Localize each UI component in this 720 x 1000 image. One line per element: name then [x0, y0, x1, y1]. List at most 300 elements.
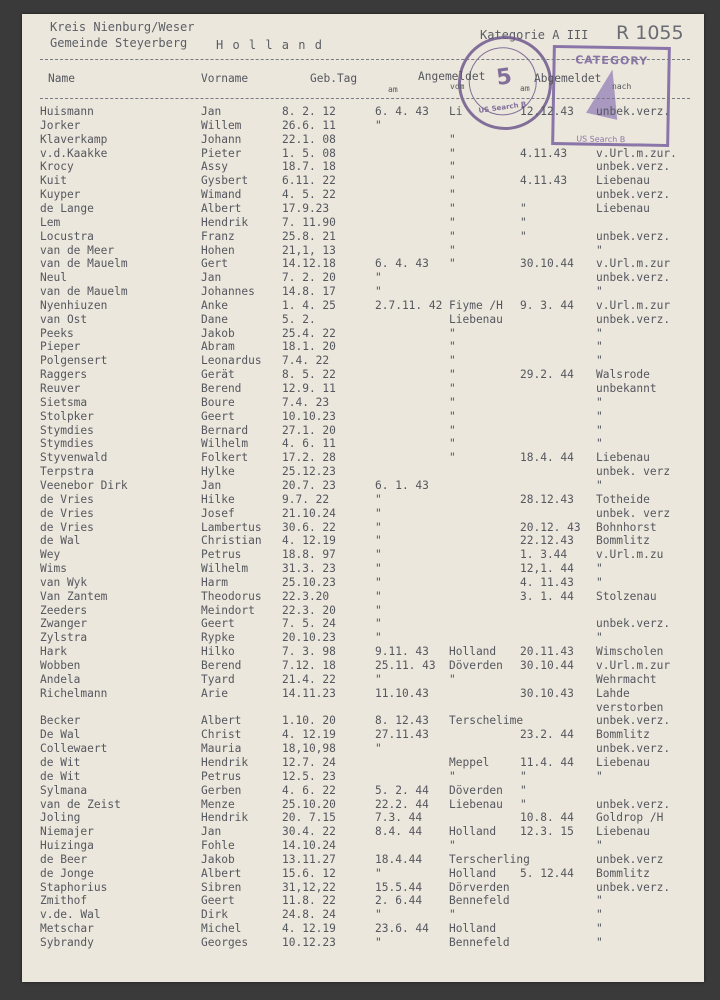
departed-date-cell: 11.4. 44 — [520, 755, 574, 769]
departed-date-cell: 28.12.43 — [520, 492, 574, 506]
birth-date-cell: 6.11. 22 — [282, 174, 336, 188]
destination-cell: " — [596, 395, 603, 409]
departed-date-cell: 18.4. 44 — [520, 451, 574, 465]
table-row — [22, 313, 704, 326]
arrived-from-cell: Fiyme /H — [449, 298, 503, 312]
departed-date-cell: 1. 3.44 — [520, 548, 568, 562]
name-cell: van de Zeist — [40, 797, 121, 811]
table-row — [22, 576, 704, 589]
name-cell: de Jonge — [40, 866, 94, 880]
birth-date-cell: 11.8. 22 — [282, 894, 336, 908]
first-name-cell: Geert — [201, 617, 235, 631]
departed-date-cell: 12.3. 15 — [520, 825, 574, 839]
arrived-from-cell: " — [449, 132, 456, 146]
destination-cell: " — [596, 936, 603, 949]
table-row — [22, 534, 704, 547]
table-row — [22, 465, 704, 478]
arrived-from-cell: " — [449, 409, 456, 423]
arrived-date-cell: " — [375, 936, 382, 949]
arrived-from-cell: " — [449, 437, 456, 451]
arrived-date-cell: 5. 2. 44 — [375, 783, 429, 797]
departed-date-cell: 12.12.43 — [520, 105, 574, 118]
first-name-cell: Gerät — [201, 368, 235, 382]
destination-cell: Goldrop /H — [596, 811, 664, 825]
destination-cell: Wimscholen — [596, 645, 664, 659]
birth-date-cell: 4. 6. 11 — [282, 437, 336, 451]
name-cell: Zwanger — [40, 617, 88, 631]
destination-cell: Bommlitz — [596, 534, 650, 548]
departed-date-cell: 4.11.43 — [520, 174, 568, 188]
table-row — [22, 244, 704, 257]
table-row — [22, 521, 704, 534]
name-cell: van Wyk — [40, 575, 88, 589]
birth-date-cell: 4. 6. 22 — [282, 783, 336, 797]
name-cell: Pieper — [40, 340, 81, 354]
first-name-cell: Geert — [201, 409, 235, 423]
arrived-date-cell: 6. 4. 43 — [375, 257, 429, 271]
first-name-cell: Boure — [201, 395, 235, 409]
birth-date-cell: 17.2. 28 — [282, 451, 336, 465]
arrived-from-cell: " — [449, 201, 456, 215]
name-cell: Huizinga — [40, 839, 94, 853]
birth-date-cell: 5. 2. — [282, 312, 316, 326]
birth-date-cell: 20. 7.15 — [282, 811, 336, 825]
first-name-cell: Josef — [201, 506, 235, 520]
first-name-cell: Lambertus — [201, 520, 262, 534]
departed-date-cell: 22.12.43 — [520, 534, 574, 548]
reference-number: R 1055 — [616, 22, 684, 44]
first-name-cell: Wimand — [201, 188, 242, 202]
first-name-cell: Dirk — [201, 908, 228, 922]
table-row — [22, 936, 704, 949]
departed-date-cell: 20.11.43 — [520, 645, 574, 659]
birth-date-cell: 14.8. 17 — [282, 285, 336, 299]
table-row — [22, 894, 704, 907]
name-cell: van de Mauelm — [40, 257, 128, 271]
first-name-cell: Albert — [201, 714, 242, 728]
arrived-date-cell: 27.11.43 — [375, 728, 429, 742]
first-name-cell: Arie — [201, 686, 228, 700]
departed-date-cell: 10.8. 44 — [520, 811, 574, 825]
table-row — [22, 867, 704, 880]
name-cell: Veenebor Dirk — [40, 478, 128, 492]
arrived-from-cell: Bennefeld — [449, 936, 510, 949]
table-row — [22, 437, 704, 450]
table-row — [22, 687, 704, 700]
departed-date-cell: 20.12. 43 — [520, 520, 581, 534]
destination-cell: " — [596, 423, 603, 437]
column-arrived-from: vom — [450, 82, 465, 91]
first-name-cell: Jan — [201, 478, 222, 492]
first-name-cell: Jakob — [201, 326, 235, 340]
birth-date-cell: 18.7. 18 — [282, 160, 336, 174]
destination-cell: " — [596, 326, 603, 340]
name-cell: Zmithof — [40, 894, 88, 908]
name-cell: Nyenhiuzen — [40, 298, 108, 312]
arrived-from-cell: " — [449, 839, 456, 853]
first-name-cell: Gysbert — [201, 174, 249, 188]
destination-cell: verstorben — [596, 700, 664, 714]
destination-cell: Lahde — [596, 686, 630, 700]
table-row — [22, 631, 704, 644]
birth-date-cell: 14.11.23 — [282, 686, 336, 700]
first-name-cell: Hendrik — [201, 755, 249, 769]
birth-date-cell: 30.6. 22 — [282, 520, 336, 534]
birth-date-cell: 14.10.24 — [282, 839, 336, 853]
first-name-cell: Georges — [201, 936, 249, 949]
arrived-date-cell: " — [375, 742, 382, 756]
first-name-cell: Gerben — [201, 783, 242, 797]
arrived-date-cell: " — [375, 672, 382, 686]
destination-cell: Walsrode — [596, 368, 650, 382]
table-row — [22, 271, 704, 284]
first-name-cell: Anke — [201, 298, 228, 312]
birth-date-cell: 12.7. 24 — [282, 755, 336, 769]
arrived-date-cell: 9.11. 43 — [375, 645, 429, 659]
arrived-from-cell: " — [449, 395, 456, 409]
arrived-from-cell: Meppel — [449, 755, 490, 769]
arrived-from-cell: Dörverden — [449, 880, 510, 894]
destination-cell: v.Url.m.zu — [596, 548, 664, 562]
arrived-from-cell: Döverden — [449, 659, 503, 672]
destination-cell: Liebenau — [596, 755, 650, 769]
category-stamp-title: CATEGORY — [575, 53, 649, 68]
country-label: H o l l a n d — [216, 38, 323, 52]
birth-date-cell: 1. 4. 25 — [282, 298, 336, 312]
birth-date-cell: 7. 5. 24 — [282, 617, 336, 631]
name-cell: van Ost — [40, 312, 88, 326]
birth-date-cell: 26.6. 11 — [282, 118, 336, 132]
destination-cell: Wehrmacht — [596, 672, 657, 686]
departed-date-cell: 29.2. 44 — [520, 368, 574, 382]
birth-date-cell: 4. 5. 22 — [282, 188, 336, 202]
first-name-cell: Mauria — [201, 742, 242, 756]
name-cell: Lem — [40, 215, 61, 229]
departed-date-cell: " — [520, 229, 527, 243]
departed-date-cell: 4.11.43 — [520, 146, 568, 160]
first-name-cell: Johannes — [201, 285, 255, 299]
table-row — [22, 811, 704, 824]
destination-cell: unbek.verz. — [596, 797, 671, 811]
table-row — [22, 327, 704, 340]
first-name-cell: Folkert — [201, 451, 249, 465]
destination-cell: " — [596, 562, 603, 576]
table-row — [22, 756, 704, 769]
first-name-cell: Petrus — [201, 769, 242, 783]
destination-cell: Liebenau — [596, 825, 650, 839]
round-stamp-text: US Search B — [478, 100, 527, 115]
column-birth-header: Geb.Tag — [310, 72, 358, 85]
birth-date-cell: 20.10.23 — [282, 631, 336, 645]
table-row — [22, 424, 704, 437]
name-cell: v.d.Kaakke — [40, 146, 108, 160]
first-name-cell: Jan — [201, 105, 222, 118]
arrived-date-cell: " — [375, 118, 382, 132]
arrived-date-cell: 6. 1. 43 — [375, 478, 429, 492]
arrived-date-cell: " — [375, 589, 382, 603]
table-row — [22, 881, 704, 894]
birth-date-cell: 25.10.20 — [282, 797, 336, 811]
name-cell: Locustra — [40, 229, 94, 243]
birth-date-cell: 22.3.20 — [282, 589, 330, 603]
first-name-cell: Gert — [201, 257, 228, 271]
first-name-cell: Johann — [201, 132, 242, 146]
first-name-cell: Hendrik — [201, 215, 249, 229]
arrived-from-cell: Terscherling — [449, 852, 530, 866]
table-row — [22, 562, 704, 575]
birth-date-cell: 22.3. 20 — [282, 603, 336, 617]
header-rule-bottom — [40, 98, 690, 99]
destination-cell: Bohnhorst — [596, 520, 657, 534]
destination-cell: Bommlitz — [596, 866, 650, 880]
name-cell: Wims — [40, 562, 67, 576]
destination-cell: unbek.verz. — [596, 880, 671, 894]
birth-date-cell: 30.4. 22 — [282, 825, 336, 839]
table-row — [22, 798, 704, 811]
table-row — [22, 728, 704, 741]
destination-cell: unbek.verz. — [596, 160, 671, 174]
table-row — [22, 202, 704, 215]
first-name-cell: Fohle — [201, 839, 235, 853]
table-row — [22, 257, 704, 270]
first-name-cell: Assy — [201, 160, 228, 174]
first-name-cell: Sibren — [201, 880, 242, 894]
destination-cell: Bommlitz — [596, 728, 650, 742]
destination-cell: Liebenau — [596, 174, 650, 188]
name-cell: Neul — [40, 271, 67, 285]
destination-cell: " — [596, 409, 603, 423]
name-cell: Becker — [40, 714, 81, 728]
name-cell: Sietsma — [40, 395, 88, 409]
arrived-from-cell: " — [449, 215, 456, 229]
arrived-from-cell: " — [449, 340, 456, 354]
departed-date-cell: " — [520, 215, 527, 229]
district-label: Kreis Nienburg/Weser — [50, 20, 195, 34]
name-cell: Stymdies — [40, 437, 94, 451]
arrived-from-cell: " — [449, 257, 456, 271]
first-name-cell: Menze — [201, 797, 235, 811]
arrived-from-cell: Holland — [449, 825, 497, 839]
arrived-from-cell: Holland — [449, 866, 497, 880]
destination-cell: unbek.verz. — [596, 105, 671, 118]
first-name-cell: Abram — [201, 340, 235, 354]
name-cell: Krocy — [40, 160, 74, 174]
destination-cell: v.Url.m.zur — [596, 298, 671, 312]
name-cell: Kuyper — [40, 188, 81, 202]
arrived-date-cell: " — [375, 866, 382, 880]
destination-cell: unbek.verz. — [596, 742, 671, 756]
departed-date-cell: 23.2. 44 — [520, 728, 574, 742]
destination-cell: " — [596, 894, 603, 908]
arrived-date-cell: 2. 6.44 — [375, 894, 423, 908]
destination-cell: " — [596, 354, 603, 368]
name-cell: Terpstra — [40, 465, 94, 479]
birth-date-cell: 17.9.23 — [282, 201, 330, 215]
table-row — [22, 382, 704, 395]
destination-cell: unbekannt — [596, 382, 657, 395]
destination-cell: unbek.verz. — [596, 312, 671, 326]
name-cell: van de Meer — [40, 243, 115, 257]
table-row — [22, 590, 704, 603]
name-cell: de Lange — [40, 201, 94, 215]
table-row — [22, 645, 704, 658]
first-name-cell: Berend — [201, 382, 242, 395]
birth-date-cell: 4. 12.19 — [282, 922, 336, 936]
birth-date-cell: 10.12.23 — [282, 936, 336, 949]
birth-date-cell: 9.7. 22 — [282, 492, 330, 506]
name-cell: de Vries — [40, 520, 94, 534]
birth-date-cell: 7.4. 22 — [282, 354, 330, 368]
arrived-from-cell: " — [449, 174, 456, 188]
arrived-from-cell: " — [449, 451, 456, 465]
column-arrived-header: Angemeldet — [418, 70, 486, 83]
header-rule-top — [40, 59, 690, 60]
destination-cell: Stolzenau — [596, 589, 657, 603]
arrived-date-cell: 11.10.43 — [375, 686, 429, 700]
table-row — [22, 701, 704, 714]
arrived-from-cell: " — [449, 368, 456, 382]
name-cell: de Vries — [40, 506, 94, 520]
arrived-from-cell: Holland — [449, 922, 497, 936]
departed-date-cell: 30.10.43 — [520, 686, 574, 700]
arrived-date-cell: " — [375, 631, 382, 645]
category-stamp-text: US Search B — [576, 134, 626, 145]
name-cell: Peeks — [40, 326, 74, 340]
table-row — [22, 479, 704, 492]
first-name-cell: Hilko — [201, 645, 235, 659]
table-row — [22, 770, 704, 783]
table-row — [22, 147, 704, 160]
name-cell: Richelmann — [40, 686, 108, 700]
birth-date-cell: 21.10.24 — [282, 506, 336, 520]
table-row — [22, 507, 704, 520]
destination-cell: " — [596, 631, 603, 645]
destination-cell: " — [596, 340, 603, 354]
first-name-cell: Petrus — [201, 548, 242, 562]
first-name-cell: Christ — [201, 728, 242, 742]
name-cell: Metschar — [40, 922, 94, 936]
birth-date-cell: 22.1. 08 — [282, 132, 336, 146]
arrived-from-cell: Li — [449, 105, 463, 118]
table-row — [22, 133, 704, 146]
departed-date-cell: " — [520, 783, 527, 797]
arrived-from-cell: " — [449, 243, 456, 257]
birth-date-cell: 4. 12.19 — [282, 534, 336, 548]
arrived-from-cell: " — [449, 188, 456, 202]
birth-date-cell: 20.7. 23 — [282, 478, 336, 492]
departed-date-cell: 30.10.44 — [520, 659, 574, 672]
table-row — [22, 604, 704, 617]
name-cell: Hark — [40, 645, 67, 659]
round-stamp-number: 5 — [494, 64, 514, 91]
name-cell: Styvenwald — [40, 451, 108, 465]
destination-cell: Totheide — [596, 492, 650, 506]
name-cell: Van Zantem — [40, 589, 108, 603]
departed-date-cell: " — [520, 797, 527, 811]
birth-date-cell: 25.10.23 — [282, 575, 336, 589]
departed-date-cell: " — [520, 769, 527, 783]
destination-cell: " — [596, 575, 603, 589]
name-cell: Niemajer — [40, 825, 94, 839]
birth-date-cell: 8. 5. 22 — [282, 368, 336, 382]
column-arrived-sub: am — [388, 85, 398, 94]
departed-date-cell: 5. 12.44 — [520, 866, 574, 880]
destination-cell: " — [596, 922, 603, 936]
birth-date-cell: 13.11.27 — [282, 852, 336, 866]
arrived-date-cell: 2.7.11. 42 — [375, 298, 443, 312]
birth-date-cell: 25.4. 22 — [282, 326, 336, 340]
arrived-date-cell: " — [375, 492, 382, 506]
table-row — [22, 396, 704, 409]
arrived-date-cell: " — [375, 271, 382, 285]
name-cell: v.de. Wal — [40, 908, 101, 922]
birth-date-cell: 14.12.18 — [282, 257, 336, 271]
arrived-date-cell: " — [375, 562, 382, 576]
arrived-date-cell: 6. 4. 43 — [375, 105, 429, 118]
destination-cell: Liebenau — [596, 201, 650, 215]
destination-cell: unbek. verz — [596, 506, 671, 520]
first-name-cell: Michel — [201, 922, 242, 936]
birth-date-cell: 1.10. 20 — [282, 714, 336, 728]
first-name-cell: Hylke — [201, 465, 235, 479]
column-name-header: Name — [48, 72, 75, 85]
departed-date-cell: 3. 1. 44 — [520, 589, 574, 603]
table-row — [22, 105, 704, 118]
arrived-from-cell: " — [449, 326, 456, 340]
destination-cell: " — [596, 478, 603, 492]
table-row — [22, 922, 704, 935]
name-cell: Reuver — [40, 382, 81, 395]
column-departed-to: nach — [612, 82, 632, 91]
table-row — [22, 230, 704, 243]
table-row — [22, 368, 704, 381]
arrived-date-cell: " — [375, 506, 382, 520]
name-cell: Huismann — [40, 105, 94, 118]
destination-cell: unbek.verz. — [596, 229, 671, 243]
name-cell: Wey — [40, 548, 61, 562]
arrived-from-cell: Holland — [449, 645, 497, 659]
departed-date-cell: 12,1. 44 — [520, 562, 574, 576]
birth-date-cell: 1. 5. 08 — [282, 146, 336, 160]
arrived-date-cell: 23.6. 44 — [375, 922, 429, 936]
name-cell: Klaverkamp — [40, 132, 108, 146]
name-cell: Stymdies — [40, 423, 94, 437]
table-row — [22, 354, 704, 367]
name-cell: Collewaert — [40, 742, 108, 756]
destination-cell: unbek.verz. — [596, 617, 671, 631]
first-name-cell: Tyard — [201, 672, 235, 686]
arrived-from-cell: Döverden — [449, 783, 503, 797]
table-row — [22, 617, 704, 630]
birth-date-cell: 7. 3. 98 — [282, 645, 336, 659]
birth-date-cell: 31.3. 23 — [282, 562, 336, 576]
table-row — [22, 825, 704, 838]
name-cell: Joling — [40, 811, 81, 825]
table-row — [22, 410, 704, 423]
name-cell: van de Mauelm — [40, 285, 128, 299]
name-cell: Staphorius — [40, 880, 108, 894]
arrived-from-cell: " — [449, 382, 456, 395]
table-row — [22, 908, 704, 921]
birth-date-cell: 4. 12.19 — [282, 728, 336, 742]
birth-date-cell: 10.10.23 — [282, 409, 336, 423]
arrived-date-cell: 18.4.44 — [375, 852, 423, 866]
category-label: Kategorie A III — [480, 28, 589, 42]
column-departed-header: Abgemeldet — [534, 72, 602, 85]
table-row — [22, 174, 704, 187]
table-row — [22, 119, 704, 132]
first-name-cell: Pieter — [201, 146, 242, 160]
